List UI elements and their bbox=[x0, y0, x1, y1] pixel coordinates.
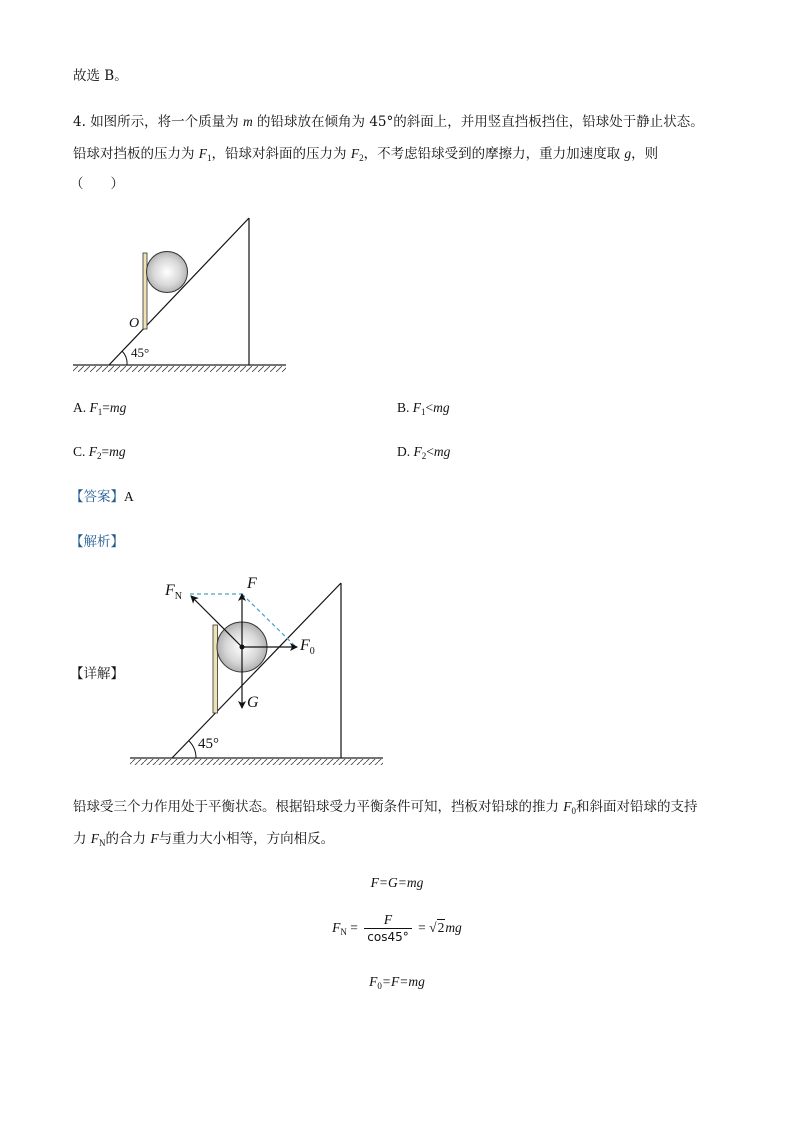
sqrt: √2 bbox=[429, 920, 445, 936]
option-var: F bbox=[88, 444, 98, 459]
explanation-text: 的合力 bbox=[105, 831, 147, 847]
var-F: F bbox=[150, 831, 159, 846]
subscript: 2 bbox=[421, 451, 427, 461]
explanation-line-2 bbox=[73, 830, 334, 852]
subscript: N bbox=[99, 838, 106, 848]
explanation-text: 力 bbox=[73, 831, 87, 847]
option-var: F bbox=[413, 444, 422, 459]
equation-3 bbox=[0, 974, 794, 991]
var-g: g bbox=[624, 146, 632, 161]
option-rhs: mg bbox=[433, 444, 451, 459]
var-F0: F bbox=[563, 799, 572, 814]
question-text: ，不考虑铅球受到的摩擦力，重力加速度取 bbox=[363, 146, 621, 162]
equals-sign: = bbox=[350, 920, 358, 936]
angle-label-45: 45° bbox=[131, 345, 150, 360]
angle-arc bbox=[189, 741, 196, 758]
baffle-plate bbox=[213, 625, 218, 713]
var-F1: F bbox=[198, 146, 208, 161]
relation: = bbox=[101, 444, 110, 459]
question-text: ，则 bbox=[631, 146, 659, 162]
equation-1 bbox=[0, 875, 794, 891]
answer-label: 【答案】 bbox=[70, 489, 124, 505]
option-letter: A. bbox=[73, 400, 87, 415]
sqrt-radicand: 2 bbox=[437, 920, 445, 936]
eq-lhs: F bbox=[332, 920, 341, 936]
subscript: 0 bbox=[377, 981, 382, 991]
subscript: 1 bbox=[421, 407, 426, 417]
equals-sign: = bbox=[418, 920, 426, 936]
fraction-numerator: F bbox=[383, 912, 393, 927]
label-F: F bbox=[247, 575, 257, 592]
subscript: 2 bbox=[97, 451, 102, 461]
question-text: 铅球对挡板的压力为 bbox=[73, 146, 195, 162]
option-letter: D. bbox=[397, 444, 411, 459]
var-F2: F bbox=[350, 146, 360, 161]
equation-2 bbox=[0, 912, 794, 946]
fraction-denominator: cos45° bbox=[364, 928, 411, 946]
option-letter: B. bbox=[397, 400, 410, 415]
explanation-line-1 bbox=[73, 798, 698, 820]
subscript: 1 bbox=[97, 407, 103, 417]
relation: < bbox=[425, 400, 434, 415]
blank-parentheses: （ ） bbox=[70, 176, 124, 192]
var-FN: F bbox=[90, 831, 100, 846]
subscript: 0 bbox=[571, 806, 577, 816]
option-rhs: mg bbox=[433, 400, 450, 415]
incline bbox=[172, 583, 341, 758]
option-letter: C. bbox=[73, 444, 86, 459]
equation-text: =F=mg bbox=[381, 974, 425, 989]
question-text: 的铅球放在倾角为 45°的斜面上，并用竖直挡板挡住，铅球处于静止状态。 bbox=[257, 114, 704, 130]
label-F0-var: F bbox=[300, 637, 310, 654]
explanation-text: 和斜面对铅球的支持 bbox=[576, 799, 698, 815]
eq-rhs: mg bbox=[445, 920, 462, 936]
eq-var: F bbox=[369, 974, 378, 989]
question-text: 如图所示，将一个质量为 bbox=[90, 114, 239, 130]
answer-value: A bbox=[124, 489, 134, 504]
option-rhs: mg bbox=[109, 444, 126, 459]
analysis-label: 【解析】 bbox=[70, 534, 124, 550]
subscript: N bbox=[340, 927, 347, 938]
option-var: F bbox=[412, 400, 422, 415]
relation: < bbox=[426, 444, 434, 459]
subscript: 2 bbox=[359, 153, 364, 163]
label-FN bbox=[165, 582, 182, 602]
label-O: O bbox=[129, 316, 140, 331]
equation-text: F=G=mg bbox=[370, 875, 424, 890]
subscript: 1 bbox=[207, 153, 212, 163]
question-text: ，铅球对斜面的压力为 bbox=[211, 146, 347, 162]
label-FN-var: F bbox=[165, 582, 175, 599]
label-F0 bbox=[300, 637, 315, 657]
label-F0-sub: 0 bbox=[309, 646, 315, 657]
center-dot bbox=[240, 645, 245, 650]
explanation-text: 与重力大小相等，方向相反。 bbox=[158, 831, 335, 847]
relation: = bbox=[102, 400, 110, 415]
option-rhs: mg bbox=[109, 400, 127, 415]
label-FN-sub: N bbox=[174, 591, 183, 602]
question-number: 4. bbox=[73, 114, 86, 130]
label-G: G bbox=[247, 694, 259, 711]
ground bbox=[130, 758, 383, 765]
explanation-text: 铅球受三个力作用处于平衡状态。根据铅球受力平衡条件可知，挡板对铅球的推力 bbox=[73, 799, 559, 815]
conclusion-text: 故选 B。 bbox=[73, 68, 128, 84]
var-m: m bbox=[242, 114, 253, 129]
fraction bbox=[364, 912, 411, 946]
option-var: F bbox=[89, 400, 98, 415]
angle-label-45: 45° bbox=[198, 736, 219, 752]
detail-label: 【详解】 bbox=[70, 666, 124, 682]
